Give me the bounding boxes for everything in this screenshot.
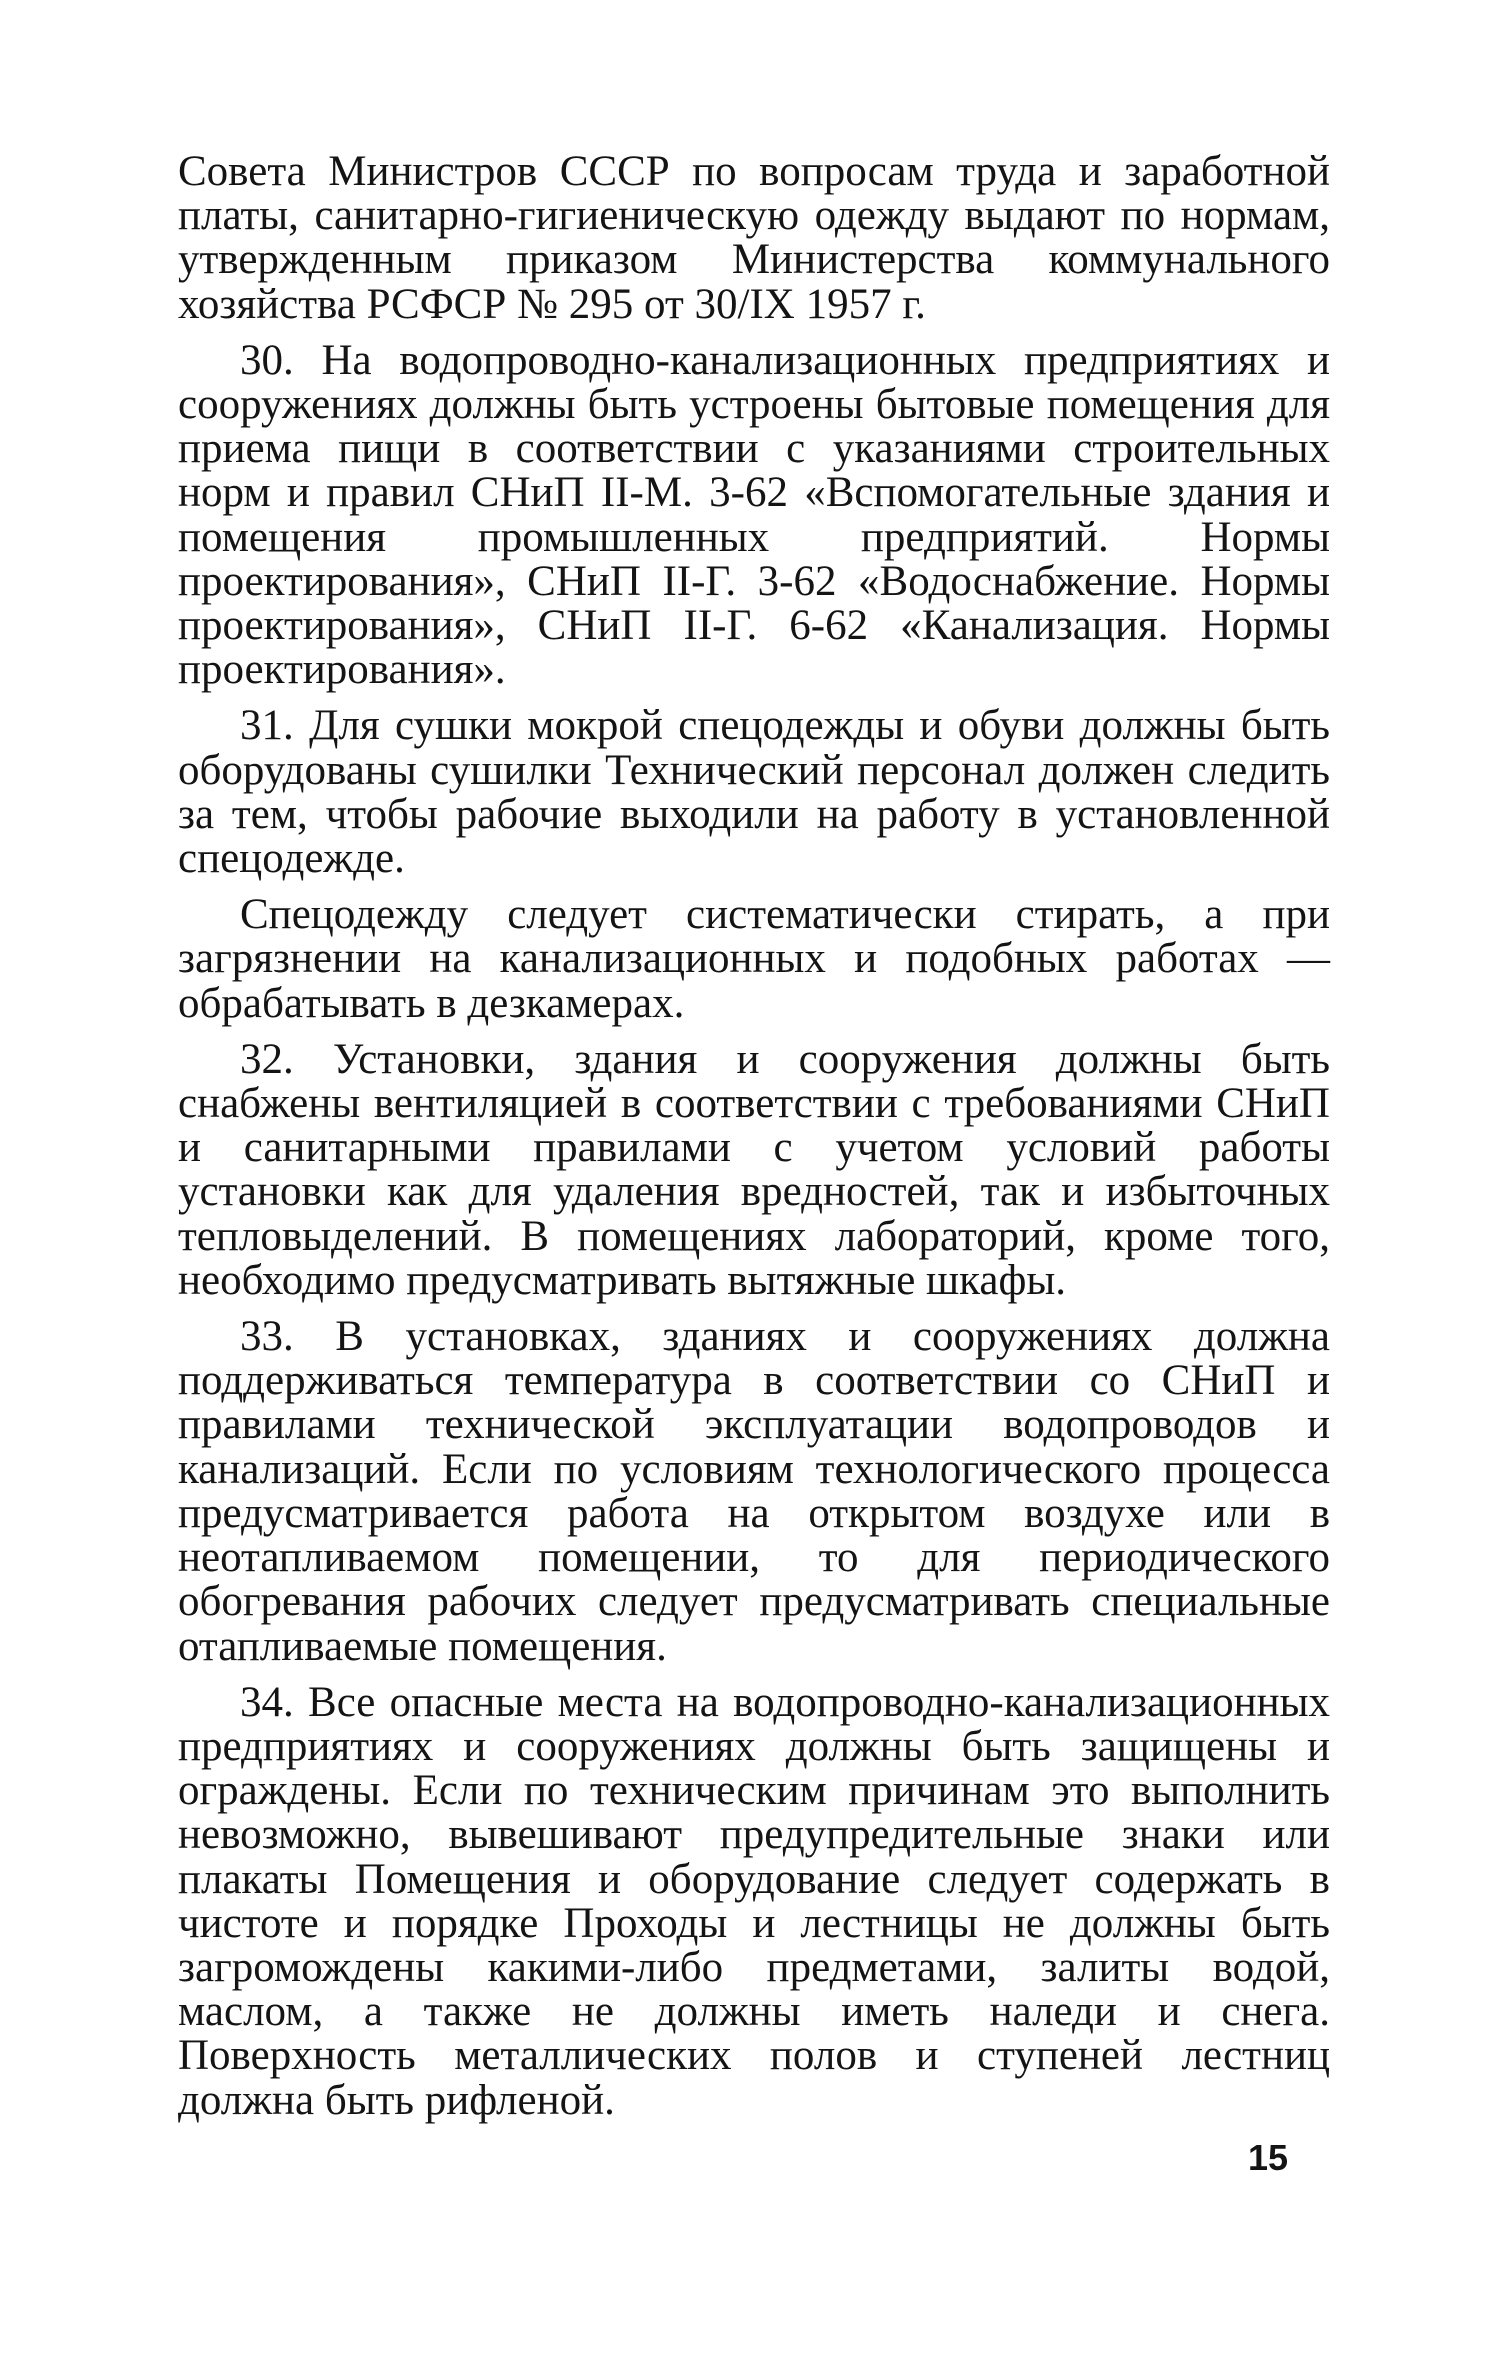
paragraph-31: 31. Для сушки мокрой спецодежды и обуви должны быть оборудованы сушилки Технический персонал должен следить за тем, чтобы рабочие выходили на работу в установленной спецодежде.	[178, 702, 1330, 883]
paragraph-34: 34. Все опасные места на водопроводно-канализационных предприятиях и сооружениях должны быть защищены и ограждены. Если по техническим причинам это выполнить невозможно, вывешивают предупредительные знаки или плакаты Помещения и оборудование следует содержать в чистоте и порядке Проходы и лестницы не должны быть загромождены какими-либо предметами, залиты водой, маслом, а также не должны иметь наледи и снега. Поверхность металлических полов и ступеней лестниц должна быть рифленой.	[178, 1678, 1330, 2124]
paragraph-30: 30. На водопроводно-канализационных предприятиях и сооружениях должны быть устроены бытовые помещения для приема пищи в соответствии с указаниями строительных норм и правил СНиП II-М. 3-62 «Вспомогательные здания и помещения промышленных предприятий. Нормы проектирования», СНиП II-Г. 3-62 «Водоснабжение. Нормы проектирования», СНиП II-Г. 6-62 «Канализация. Нормы проектирования».	[178, 336, 1330, 694]
paragraph-32: 32. Установки, здания и сооружения должны быть снабжены вентиляцией в соответствии с требованиями СНиП и санитарными правилами с учетом условий работы установки как для удаления вредностей, так и избыточных тепловыделений. В помещениях лабораторий, кроме того, необходимо предусматривать вытяжные шкафы.	[178, 1035, 1330, 1304]
paragraph-31-continued: Спецодежду следует систематически стирать, а при загрязнении на канализационных и подобных работах — обрабатывать в дезкамерах.	[178, 891, 1330, 1027]
page-number: 15	[1248, 2137, 1289, 2178]
paragraph-33: 33. В установках, зданиях и сооружениях должна поддерживаться температура в соответствии со СНиП и правилами технической эксплуатации водопроводов и канализаций. Если по условиям технологического процесса предусматривается работа на открытом воздухе или в неотапливаемом помещении, то для периодического обогревания рабочих следует предусматривать специальные отапливаемые помещения.	[178, 1313, 1330, 1670]
body-text	[178, 150, 1330, 2135]
paragraph-continuation: Совета Министров СССР по вопросам труда и заработной платы, санитарно-гигиеническую одежду выдают по нормам, утвержденным приказом Министерства коммунального хозяйства РСФСР № 295 от 30/IX 1957 г.	[178, 148, 1330, 328]
